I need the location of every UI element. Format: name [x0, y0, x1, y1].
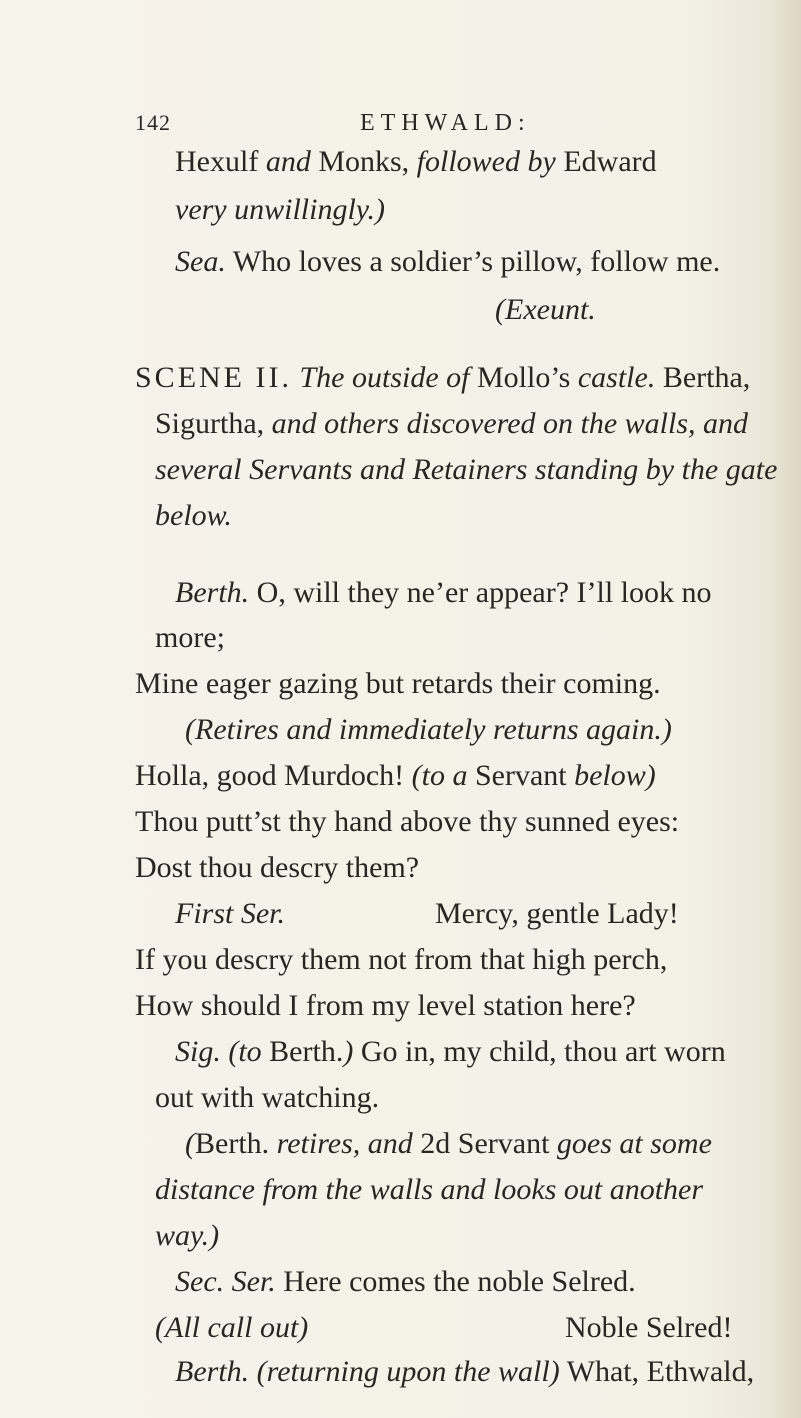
stage-text: 2d Servant — [420, 1127, 550, 1160]
stage-direction: castle. — [577, 361, 656, 394]
speech-text: Mercy, gentle Lady! — [435, 897, 679, 930]
speech-text: Noble Selred! — [565, 1311, 733, 1344]
stage-text: Edward — [563, 145, 657, 178]
scene-heading — [135, 358, 750, 398]
stage-text: Mollo’s — [477, 361, 571, 394]
stage-direction: very unwillingly.) — [175, 193, 385, 226]
speaker-name: Sec. Ser. — [175, 1265, 276, 1298]
speech-text: Mine eager gazing but retards their coming. — [135, 667, 661, 700]
running-title: ETHWALD: — [360, 110, 531, 136]
stage-direction: and others discovered on the walls, — [271, 407, 696, 440]
speaker-name: Berth. — [175, 576, 250, 609]
stage-text: Berth. — [195, 1127, 270, 1160]
stage-direction: (All call out) — [155, 1311, 309, 1344]
text-line — [135, 756, 656, 796]
text-line — [175, 142, 657, 182]
stage-direction: way.) — [155, 1219, 220, 1252]
stage-direction: (to a — [411, 759, 468, 792]
speech-line — [175, 1352, 754, 1392]
stage-direction: distance from the walls and looks out another — [155, 1173, 704, 1206]
speaker-name: Sig. — [175, 1035, 221, 1068]
speaker-name: Sea. — [175, 245, 226, 278]
speech-text: Who loves a soldier’s pillow, follow me. — [232, 245, 721, 278]
stage-direction: ) — [343, 1035, 354, 1068]
stage-direction: (Retires and immediately returns again.) — [185, 713, 672, 746]
text-line — [155, 404, 748, 444]
stage-text: Berth. — [269, 1035, 344, 1068]
stage-text: Monks, — [318, 145, 410, 178]
speech-line — [175, 1032, 726, 1072]
stage-text: Sigurtha, — [155, 407, 265, 440]
stage-direction: (to — [228, 1035, 262, 1068]
speech-text: more; — [155, 621, 225, 654]
stage-direction: and — [703, 407, 749, 440]
stage-direction: ( — [185, 1127, 195, 1160]
speech-line — [175, 1262, 636, 1302]
stage-direction: below) — [574, 759, 656, 792]
speech-text: Here comes the noble Selred. — [283, 1265, 636, 1298]
speech-text: What, Ethwald, — [566, 1355, 755, 1388]
scene-number: SCENE II. — [135, 361, 292, 394]
speech-text: Go in, my child, thou art worn — [360, 1035, 726, 1068]
stage-text: Hexulf — [175, 145, 259, 178]
stage-direction: goes at some — [556, 1127, 712, 1160]
stage-direction: followed by — [416, 145, 556, 178]
stage-direction: and — [367, 1127, 413, 1160]
speech-text: out with watching. — [155, 1081, 380, 1114]
speech-text: Holla, good Murdoch! — [135, 759, 405, 792]
speech-text: O, will they ne’er appear? I’ll look no — [256, 576, 712, 609]
stage-text: Servant — [474, 759, 567, 792]
page-number: 142 — [135, 110, 171, 135]
speech-line — [175, 242, 720, 282]
stage-direction: The outside of — [299, 361, 470, 394]
speaker-name: First Ser. — [175, 897, 286, 930]
speech-line — [175, 573, 712, 613]
stage-direction: (Exeunt. — [495, 293, 596, 326]
speech-text: How should I from my level station here? — [135, 989, 636, 1022]
stage-direction: and — [265, 145, 311, 178]
speech-text: If you descry them not from that high perch, — [135, 943, 668, 976]
speaker-name: Berth. — [175, 1355, 250, 1388]
speech-line — [175, 894, 285, 934]
stage-direction: several Servants and Retainers standing by the gate — [155, 453, 778, 486]
stage-direction: below. — [155, 499, 232, 532]
stage-direction: (returning upon the wall) — [256, 1355, 560, 1388]
stage-direction: retires, — [276, 1127, 361, 1160]
speech-text: Thou putt’st thy hand above thy sunned eyes: — [135, 805, 680, 838]
speech-text: Dost thou descry them? — [135, 851, 420, 884]
stage-text: Bertha, — [662, 361, 751, 394]
stage-direction-line — [185, 1124, 712, 1164]
